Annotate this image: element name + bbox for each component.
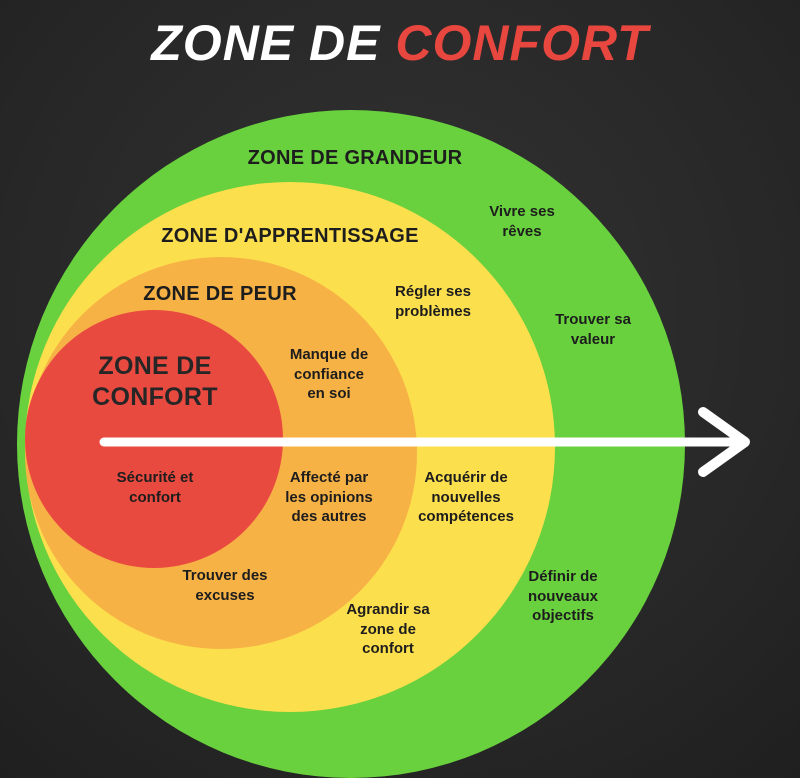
apprentissage-item-agrandir-zone: Agrandir sa zone de confort <box>346 601 430 657</box>
peur-item-manque-confiance: Manque de confiance en soi <box>289 346 369 402</box>
zone-apprentissage-title: ZONE D'APPRENTISSAGE <box>161 225 419 247</box>
zone-peur-title: ZONE DE PEUR <box>143 283 297 305</box>
zone-confort-circle <box>25 310 283 568</box>
grandeur-item-vivre-reves: Vivre ses rêves <box>489 203 555 240</box>
peur-item-trouver-excuses: Trouver des excuses <box>182 567 268 604</box>
apprentissage-item-acquerir-competences: Acquérir de nouvelles compétences <box>418 469 514 525</box>
peur-item-affecte-opinions: Affecté par les opinions des autres <box>285 469 373 525</box>
title-part-red: CONFORT <box>395 15 649 71</box>
zone-confort-title: ZONE DE CONFORT <box>92 352 218 411</box>
apprentissage-item-regler-problemes: Régler ses problèmes <box>395 283 471 320</box>
zone-grandeur-title: ZONE DE GRANDEUR <box>247 147 463 169</box>
title-part-white: ZONE DE <box>151 15 381 71</box>
grandeur-item-trouver-valeur: Trouver sa valeur <box>555 311 631 348</box>
grandeur-item-definir-objectifs: Définir de nouveaux objectifs <box>527 568 599 624</box>
page-title <box>0 14 800 72</box>
arrow-head-icon <box>703 412 745 472</box>
confort-item-securite: Sécurité et confort <box>116 469 194 506</box>
